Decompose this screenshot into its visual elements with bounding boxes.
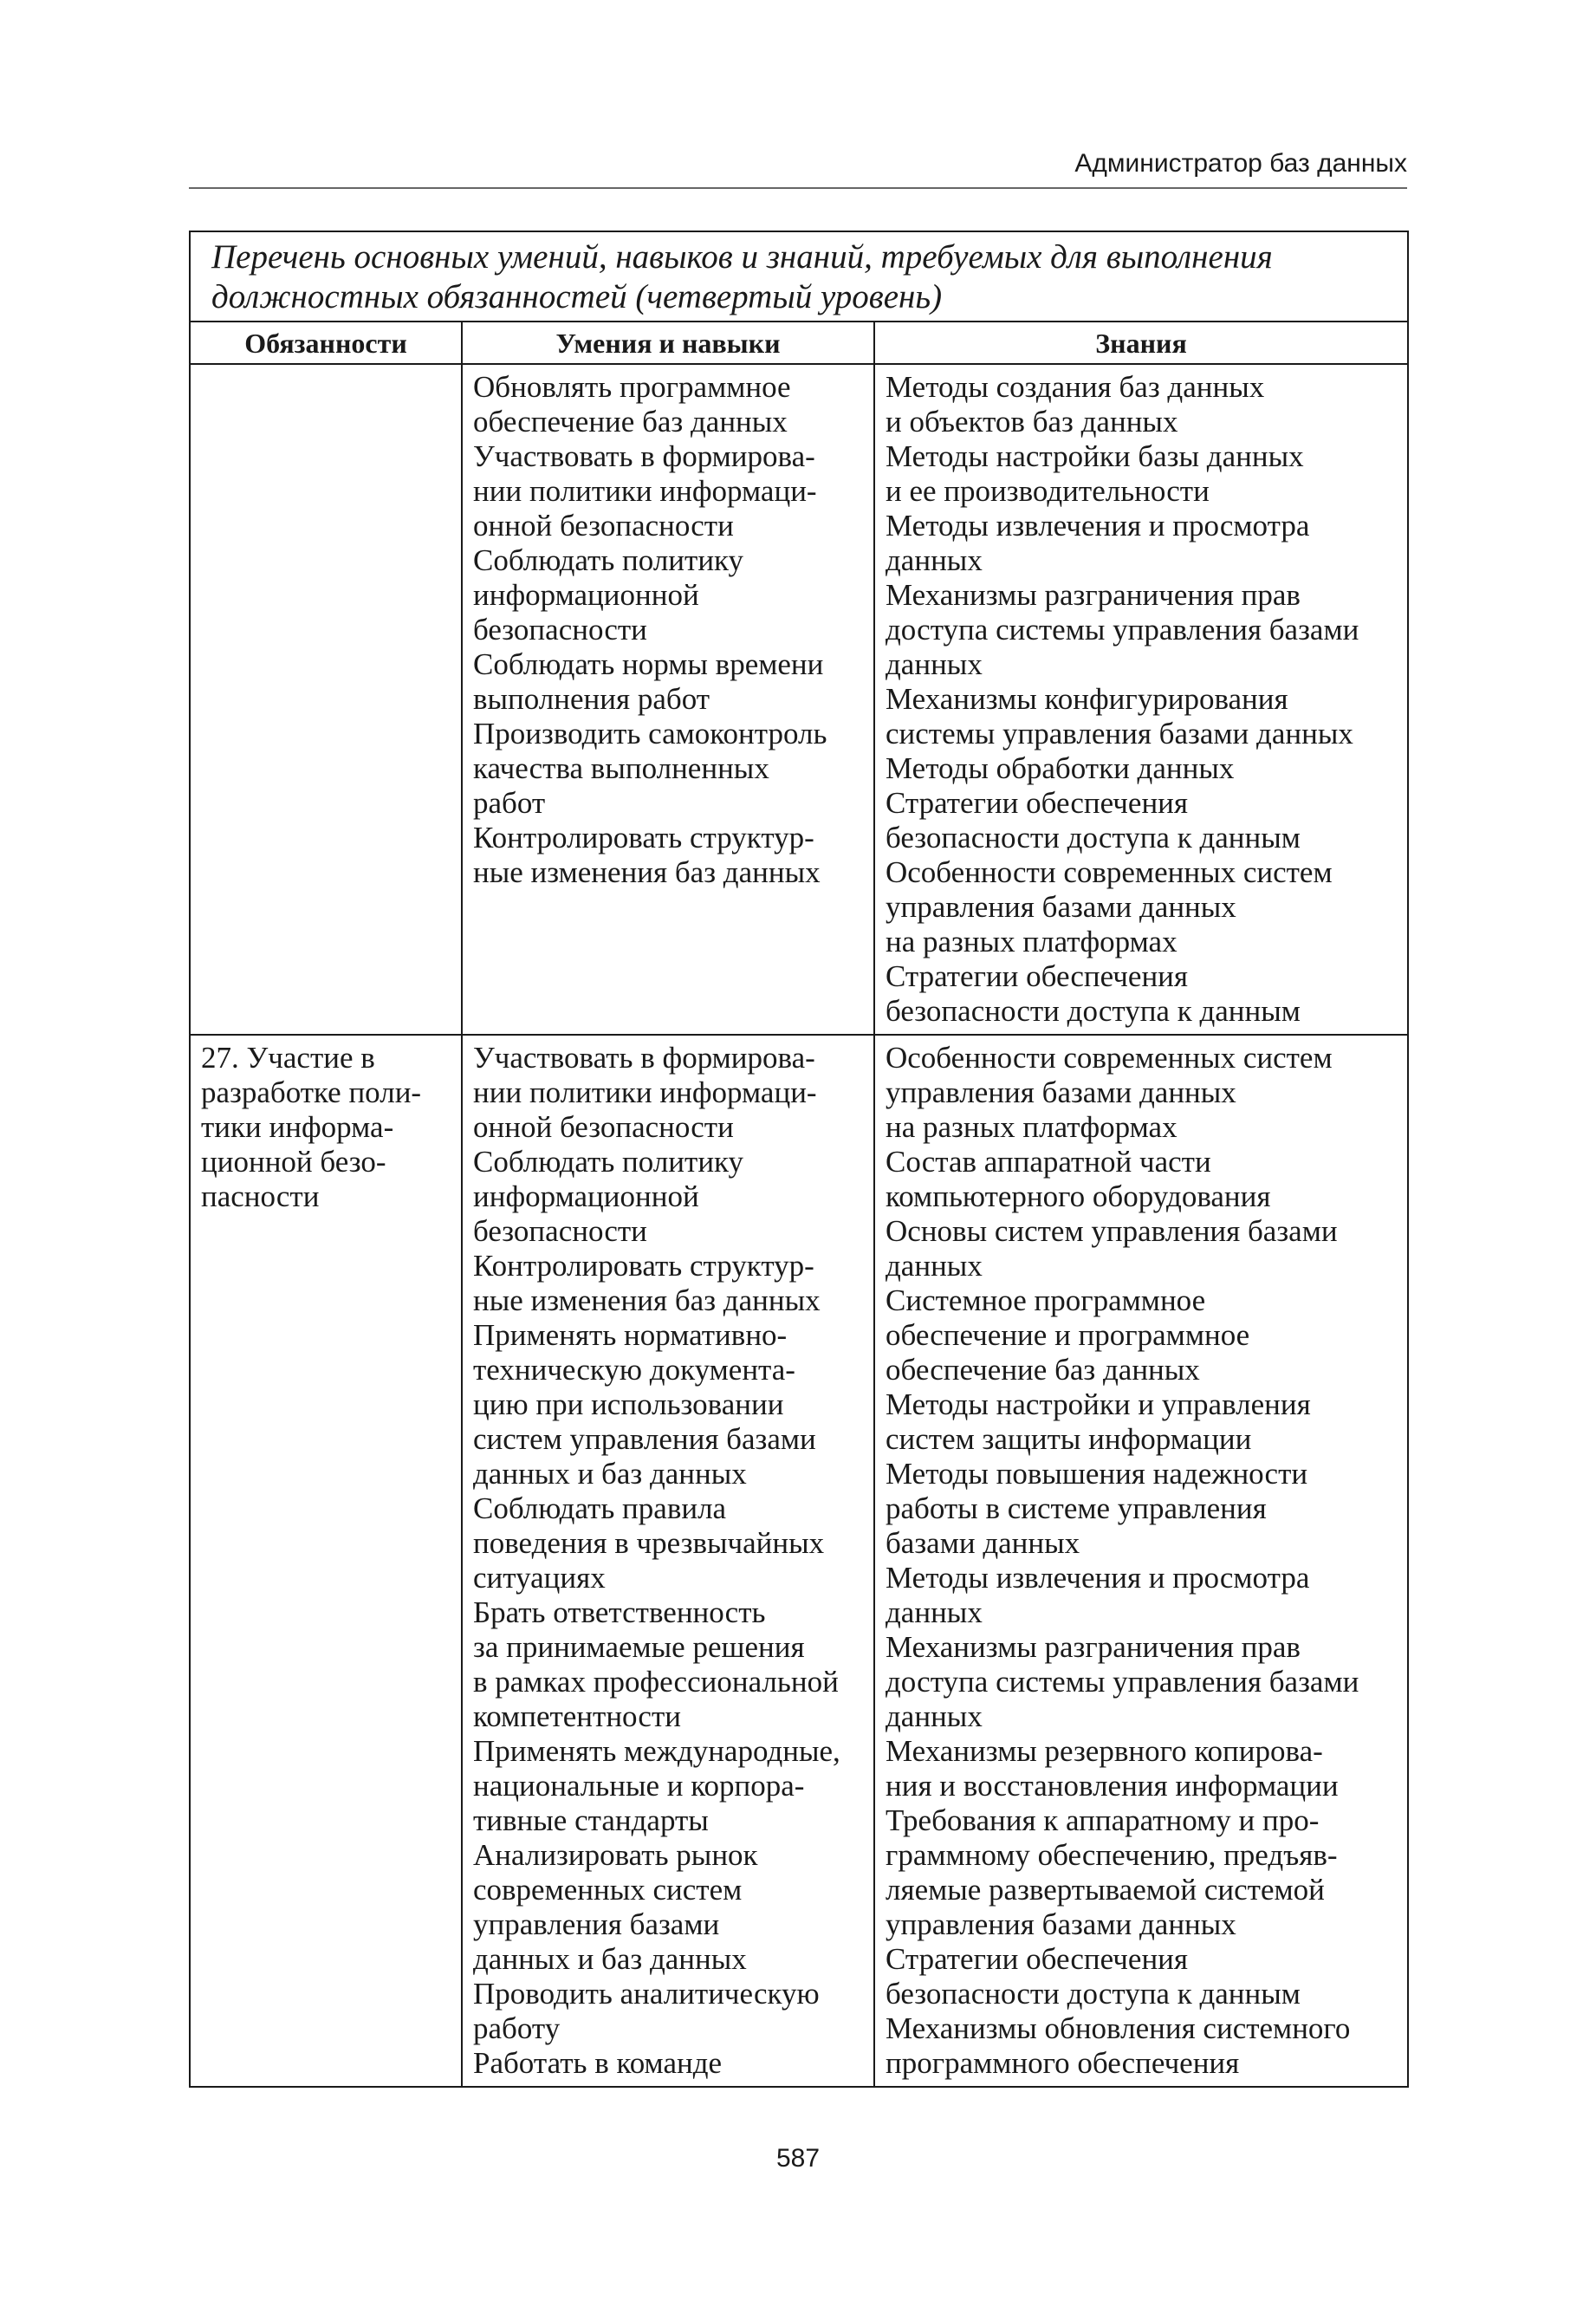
knowledge-line: Методы обработки данных bbox=[886, 751, 1235, 785]
skills-line: техническую документа- bbox=[473, 1353, 795, 1387]
knowledge-line: управления базами данных bbox=[886, 1075, 1236, 1109]
knowledge-line: ляемые развертываемой системой bbox=[886, 1873, 1325, 1907]
skills-line: Соблюдать нормы времени bbox=[473, 647, 824, 681]
skills-line: безопасности bbox=[473, 613, 647, 646]
knowledge-line: базами данных bbox=[886, 1526, 1080, 1560]
knowledge-line: и ее производительности bbox=[886, 474, 1210, 508]
knowledge-line: на разных платформах bbox=[886, 1110, 1178, 1144]
skills-line: работу bbox=[473, 2011, 561, 2045]
skills-line: цию при использовании bbox=[473, 1387, 784, 1421]
knowledge-line: Методы повышения надежности bbox=[886, 1457, 1308, 1491]
knowledge-line: Механизмы разграничения прав bbox=[886, 578, 1301, 612]
knowledge-line: ния и восстановления информации bbox=[886, 1769, 1339, 1803]
knowledge-line: данных bbox=[886, 647, 983, 681]
skills-line: ные изменения баз данных bbox=[473, 855, 821, 889]
duty-cell bbox=[190, 1035, 462, 2087]
duty-line: пасности bbox=[201, 1179, 320, 1213]
skills-line: информационной bbox=[473, 1179, 699, 1213]
skills-line: нии политики информаци- bbox=[473, 1075, 817, 1109]
skills-line: компетентности bbox=[473, 1699, 681, 1733]
knowledge-line: Требования к аппаратному и про- bbox=[886, 1803, 1320, 1837]
knowledge-line: Стратегии обеспечения bbox=[886, 1942, 1189, 1976]
knowledge-cell bbox=[874, 364, 1408, 1035]
skills-line: данных и баз данных bbox=[473, 1942, 747, 1976]
skills-line: современных систем bbox=[473, 1873, 743, 1907]
skills-line: управления базами bbox=[473, 1907, 720, 1941]
knowledge-line: Стратегии обеспечения bbox=[886, 786, 1189, 820]
knowledge-line: безопасности доступа к данным bbox=[886, 821, 1301, 854]
skills-line: Проводить аналитическую bbox=[473, 1977, 820, 2011]
skills-line: безопасности bbox=[473, 1214, 647, 1248]
skills-line: Соблюдать политику bbox=[473, 1145, 744, 1179]
table-caption-line: Перечень основных умений, навыков и знаний, требуемых для выполнения bbox=[211, 238, 1273, 276]
column-header-skills: Умения и навыки bbox=[462, 322, 874, 364]
knowledge-line: Особенности современных систем bbox=[886, 1041, 1333, 1075]
skills-line: Контролировать структур- bbox=[473, 821, 814, 854]
skills-line: качества выполненных bbox=[473, 751, 769, 785]
skills-line: Анализировать рынок bbox=[473, 1838, 758, 1872]
skills-line: Участвовать в формирова- bbox=[473, 1041, 815, 1075]
skills-line: в рамках профессиональной bbox=[473, 1665, 839, 1699]
knowledge-line: Стратегии обеспечения bbox=[886, 959, 1189, 993]
skills-line: ситуациях bbox=[473, 1561, 606, 1595]
competency-table bbox=[189, 231, 1409, 2088]
knowledge-line: граммному обеспечению, предъяв- bbox=[886, 1838, 1338, 1872]
knowledge-line: безопасности доступа к данным bbox=[886, 994, 1301, 1028]
knowledge-line: и объектов баз данных bbox=[886, 405, 1178, 439]
skills-cell bbox=[462, 1035, 874, 2087]
knowledge-line: программного обеспечения bbox=[886, 2046, 1240, 2080]
skills-line: Брать ответственность bbox=[473, 1595, 766, 1629]
knowledge-line: Методы создания баз данных bbox=[886, 370, 1265, 404]
knowledge-line: доступа системы управления базами bbox=[886, 613, 1359, 646]
knowledge-line: системы управления базами данных bbox=[886, 717, 1353, 750]
knowledge-line: Состав аппаратной части bbox=[886, 1145, 1211, 1179]
skills-line: обеспечение баз данных bbox=[473, 405, 788, 439]
column-header-knowledge: Знания bbox=[874, 322, 1408, 364]
skills-line: Применять международные, bbox=[473, 1734, 840, 1768]
knowledge-line: Механизмы разграничения прав bbox=[886, 1630, 1301, 1664]
knowledge-line: Механизмы резервного копирова- bbox=[886, 1734, 1323, 1768]
knowledge-line: безопасности доступа к данным bbox=[886, 1977, 1301, 2011]
skills-line: Участвовать в формирова- bbox=[473, 439, 815, 473]
skills-line: Производить самоконтроль bbox=[473, 717, 827, 750]
table-caption-line: должностных обязанностей (четвертый уровень) bbox=[211, 278, 943, 315]
knowledge-line: Методы настройки и управления bbox=[886, 1387, 1311, 1421]
knowledge-line: компьютерного оборудования bbox=[886, 1179, 1271, 1213]
table-row bbox=[190, 1035, 1408, 2087]
knowledge-line: Методы извлечения и просмотра bbox=[886, 509, 1310, 543]
knowledge-line: управления базами данных bbox=[886, 1907, 1236, 1941]
skills-line: ные изменения баз данных bbox=[473, 1283, 821, 1317]
column-header-duties: Обязанности bbox=[190, 322, 462, 364]
skills-line: Обновлять программное bbox=[473, 370, 791, 404]
knowledge-line: систем защиты информации bbox=[886, 1422, 1252, 1456]
knowledge-line: данных bbox=[886, 1249, 983, 1283]
knowledge-line: Методы настройки базы данных bbox=[886, 439, 1304, 473]
skills-cell bbox=[462, 364, 874, 1035]
page-number: 587 bbox=[775, 2144, 821, 2173]
knowledge-line: Системное программное bbox=[886, 1283, 1206, 1317]
table-caption bbox=[190, 231, 1408, 322]
skills-line: Соблюдать политику bbox=[473, 543, 744, 577]
skills-line: онной безопасности bbox=[473, 1110, 734, 1144]
skills-line: онной безопасности bbox=[473, 509, 734, 543]
knowledge-line: Механизмы обновления системного bbox=[886, 2011, 1351, 2045]
duty-line: 27. Участие в bbox=[201, 1041, 375, 1075]
skills-line: данных и баз данных bbox=[473, 1457, 747, 1491]
knowledge-line: Особенности современных систем bbox=[886, 855, 1333, 889]
knowledge-line: данных bbox=[886, 543, 983, 577]
running-title: Администратор баз данных bbox=[1074, 149, 1407, 178]
skills-line: работ bbox=[473, 786, 546, 820]
skills-line: информационной bbox=[473, 578, 699, 612]
skills-line: тивные стандарты bbox=[473, 1803, 709, 1837]
duty-line: ционной безо- bbox=[201, 1145, 386, 1179]
skills-line: систем управления базами bbox=[473, 1422, 816, 1456]
knowledge-line: доступа системы управления базами bbox=[886, 1665, 1359, 1699]
knowledge-cell bbox=[874, 1035, 1408, 2087]
knowledge-line: данных bbox=[886, 1595, 983, 1629]
skills-line: Работать в команде bbox=[473, 2046, 723, 2080]
skills-line: выполнения работ bbox=[473, 682, 710, 716]
header-rule bbox=[189, 187, 1407, 189]
skills-line: Контролировать структур- bbox=[473, 1249, 814, 1283]
table-row bbox=[190, 364, 1408, 1035]
column-header-row bbox=[190, 322, 1408, 364]
knowledge-line: управления базами данных bbox=[886, 890, 1236, 924]
knowledge-line: Основы систем управления базами bbox=[886, 1214, 1338, 1248]
skills-line: Применять нормативно- bbox=[473, 1318, 788, 1352]
knowledge-line: Методы извлечения и просмотра bbox=[886, 1561, 1310, 1595]
skills-line: за принимаемые решения bbox=[473, 1630, 805, 1664]
duty-line: разработке поли- bbox=[201, 1075, 422, 1109]
knowledge-line: Механизмы конфигурирования bbox=[886, 682, 1288, 716]
knowledge-line: обеспечение и программное bbox=[886, 1318, 1250, 1352]
skills-line: нии политики информаци- bbox=[473, 474, 817, 508]
knowledge-line: на разных платформах bbox=[886, 925, 1178, 958]
knowledge-line: данных bbox=[886, 1699, 983, 1733]
duty-cell bbox=[190, 364, 462, 1035]
duty-line: тики информа- bbox=[201, 1110, 394, 1144]
knowledge-line: обеспечение баз данных bbox=[886, 1353, 1200, 1387]
skills-line: поведения в чрезвычайных bbox=[473, 1526, 825, 1560]
knowledge-line: работы в системе управления bbox=[886, 1491, 1267, 1525]
skills-line: Соблюдать правила bbox=[473, 1491, 727, 1525]
table-caption-row bbox=[190, 231, 1408, 322]
skills-line: национальные и корпора- bbox=[473, 1769, 805, 1803]
